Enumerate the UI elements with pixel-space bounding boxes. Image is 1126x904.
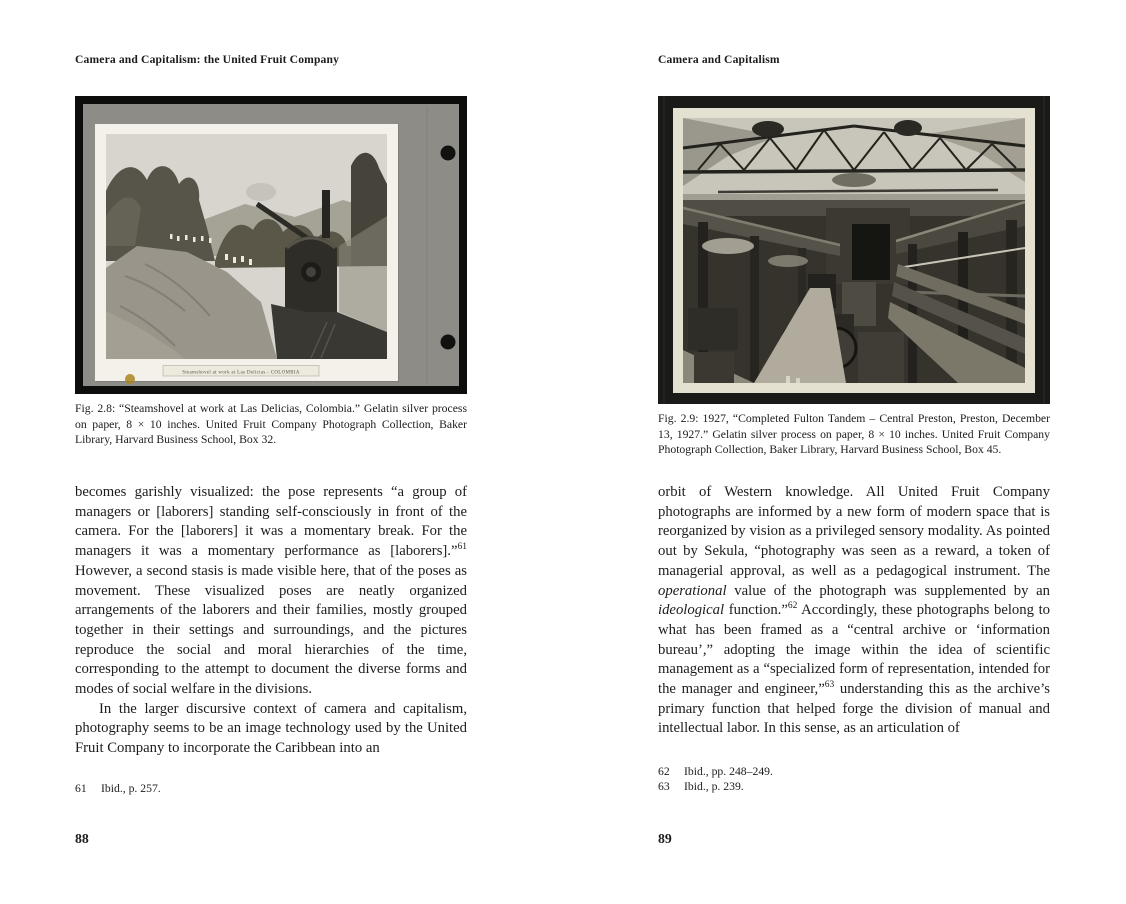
footnote-61-text: Ibid., p. 257. (101, 782, 161, 795)
paragraph-right-text-1: orbit of Western knowledge. All United Fruit Company photographs are informed by a new form of modern space that is reorganized by vision as a privileged sensory modality. As pointed out by Sekula, “photography was seen as a reward, a token of managerial approval, as well as a pedagogical instrument. The (658, 484, 1050, 579)
paragraph-1 (75, 483, 467, 700)
footnote-63 (658, 779, 1050, 794)
paragraph-right-text-5: understanding this as the archive’s primary function that helped forge the division of manual and intellectual labor. In this sense, as an articulation of (658, 681, 1050, 737)
footnote-marker-63: 63 (824, 680, 835, 691)
paragraph-right (658, 483, 1050, 739)
footnote-61 (75, 781, 467, 796)
page-number-88: 88 (75, 831, 89, 846)
paragraph-right-text-4: Accordingly, these photographs belong to what has been framed as a “central archive or ‘information bureau’,” adopting the image within the idea of scientific management as a “specialized form of representation, intended for the manager and engineer,” (658, 602, 1050, 698)
footnotes-right (658, 764, 1050, 795)
book-page-right (658, 0, 1050, 904)
figure-2-9 (658, 96, 1050, 404)
footnote-62-number: 62 (658, 765, 670, 778)
running-head-right: Camera and Capitalism (658, 53, 780, 66)
paragraph-1-text: becomes garishly visualized: the pose represents “a group of managers or [laborers] standing self-consciously in front of the camera. For the [laborers] it was a momentary break. For the managers it was a momentary performance as [laborers].” (75, 484, 467, 560)
binder-hole-top (441, 146, 456, 161)
factory-photo-illustration (683, 118, 1025, 383)
footnotes-left (75, 781, 467, 796)
italic-operational: operational (658, 582, 727, 599)
footnote-62-text: Ibid., pp. 248–249. (684, 765, 773, 778)
running-head-left: Camera and Capitalism: the United Fruit Company (75, 53, 340, 66)
footnote-marker-61: 61 (457, 542, 467, 553)
steamshovel-photo-illustration (106, 134, 387, 359)
paragraph-2: In the larger discursive context of camera and capitalism, photography seems to be an image technology used by the United Fruit Company to incorporate the Caribbean into an (75, 700, 467, 757)
footnote-62 (658, 764, 1050, 779)
footnote-63-number: 63 (658, 780, 670, 794)
figure-2-8-album-scan (75, 96, 467, 394)
figure-2-8 (75, 96, 467, 394)
figure-2-9-mounted-print (658, 96, 1050, 404)
page-number-89: 89 (658, 831, 672, 846)
body-text-right (658, 483, 1050, 739)
figure-2-8-caption: Fig. 2.8: “Steamshovel at work at Las Delicias, Colombia.” Gelatin silver process on paper, 8 × 10 inches. United Fruit Company Photograph Collection, Baker Library, Harvard Business School, Box 32. (75, 402, 467, 447)
italic-ideological: ideological (658, 602, 725, 619)
footnote-marker-62: 62 (787, 601, 798, 612)
body-text-left (75, 483, 467, 759)
footnote-63-text: Ibid., p. 239. (684, 780, 744, 794)
paragraph-right-text-2: value of the photograph was supplemented by an (726, 582, 1050, 599)
typed-label-text: Steamshovel at work at Las Delicias - COLOMBIA (182, 370, 300, 376)
book-page-left (75, 0, 467, 904)
adhesive-spot (125, 374, 135, 384)
binder-hole-bottom (441, 335, 456, 350)
paragraph-right-text-3: function.” (724, 602, 788, 619)
paragraph-1-continuation: However, a second stasis is made visible here, that of the poses as movement. These visualized poses are neatly organized arrangements of the laborers and their families, mostly grouped together in their settings and surroundings, and the pictures reproduce the social and moral hierarchies of the time, corresponding to the attempt to document the diverse forms and modes of social welfare in the divisions. (75, 562, 467, 698)
figure-2-9-caption: Fig. 2.9: 1927, “Completed Fulton Tandem – Central Preston, Preston, December 13, 1927.” Gelatin silver process on paper, 8 × 10 inches. United Fruit Company Photograph Collection, Baker Library, Harvard Business School, Box 45. (658, 412, 1050, 457)
footnote-61-number: 61 (75, 782, 87, 795)
